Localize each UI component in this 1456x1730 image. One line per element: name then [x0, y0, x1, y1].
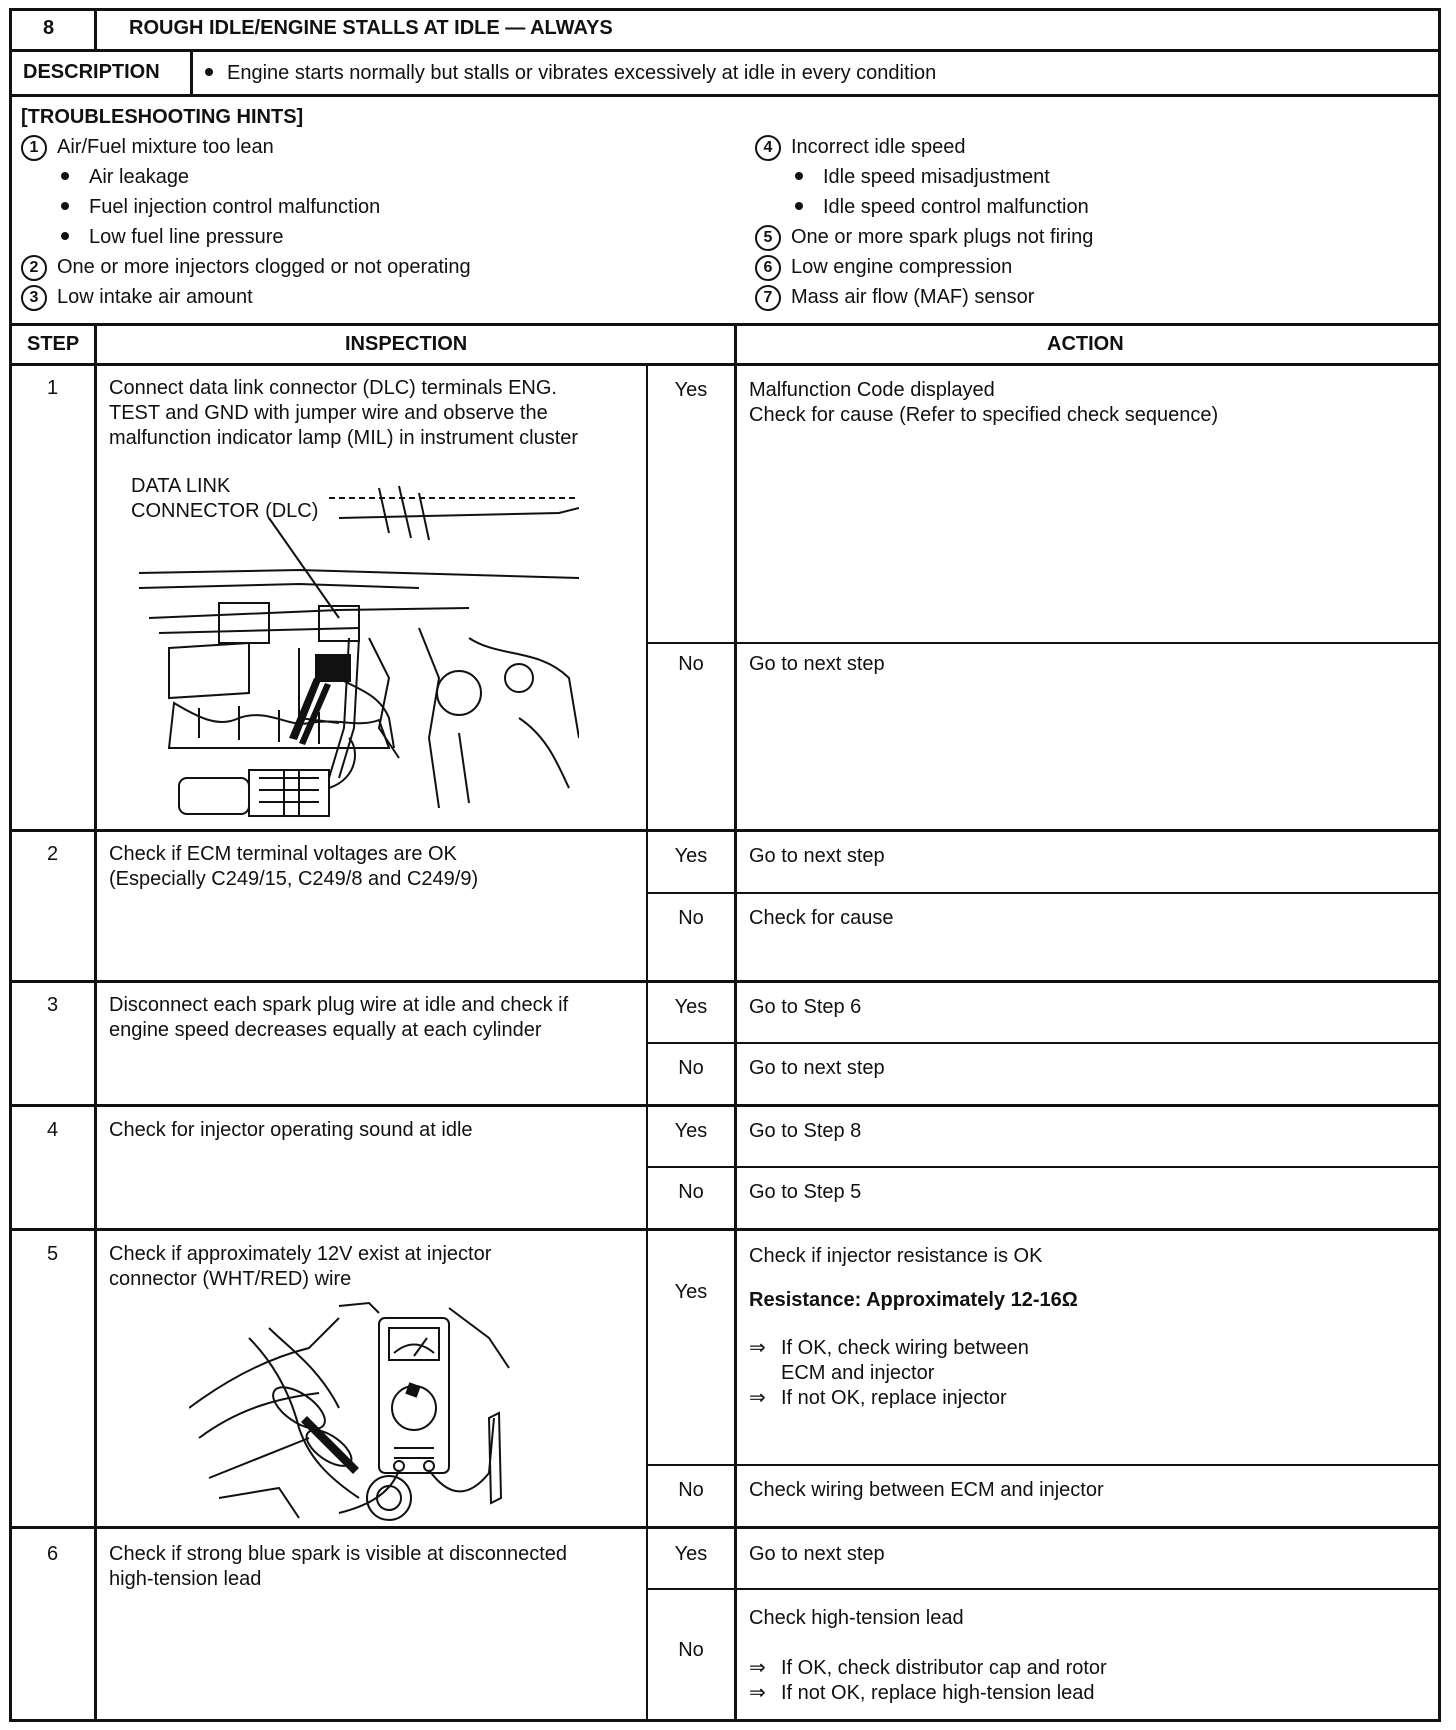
rule	[9, 829, 1441, 832]
step-5-inspection	[109, 1242, 491, 1292]
inspection-line: Connect data link connector (DLC) terminals ENG.	[109, 377, 557, 399]
hint-text: Low fuel line pressure	[89, 226, 284, 248]
step-5-resistance-spec: Resistance: Approximately 12-16Ω	[749, 1289, 1078, 1311]
action-line: If OK, check distributor cap and rotor	[781, 1657, 1107, 1679]
column-header-action: ACTION	[1047, 333, 1124, 355]
hint-1b	[21, 192, 380, 222]
inspection-line: Check if strong blue spark is visible at disconnected	[109, 1543, 568, 1565]
hint-2	[21, 252, 471, 282]
step-2-yes-action: Go to next step	[749, 845, 885, 867]
hint-3	[21, 282, 253, 312]
bullet-icon	[61, 172, 69, 180]
hint-text: Air/Fuel mixture too lean	[57, 136, 274, 158]
hint-number-1: 1	[21, 135, 47, 161]
rule	[646, 892, 1441, 894]
hint-1a	[21, 162, 189, 192]
step-6-inspection	[109, 1542, 567, 1592]
rule	[646, 364, 648, 1722]
hint-5	[755, 222, 1093, 252]
inspection-line: malfunction indicator lamp (MIL) in instrument cluster	[109, 427, 579, 449]
hint-7	[755, 282, 1034, 312]
dlc-engine-illustration	[139, 478, 579, 818]
hint-4b	[755, 192, 1089, 222]
step-1-inspection	[109, 376, 578, 451]
rule	[9, 94, 1441, 97]
step-5-if-ok	[749, 1336, 1029, 1411]
multimeter-injector-illustration	[189, 1298, 529, 1523]
figure-label-line: DATA LINK	[131, 475, 231, 497]
step-2-inspection	[109, 842, 478, 892]
hint-text: Low engine compression	[791, 256, 1013, 278]
step-number: 6	[47, 1543, 59, 1565]
step-number: 2	[47, 843, 59, 865]
inspection-line: Disconnect each spark plug wire at idle and check if	[109, 994, 569, 1016]
inspection-line: Check if ECM terminal voltages are OK	[109, 843, 457, 865]
arrow-icon: ⇒	[749, 1657, 766, 1679]
step-2-yes-label: Yes	[674, 845, 708, 867]
rule	[9, 1228, 1441, 1231]
step-1-yes-action	[749, 378, 1218, 428]
hint-number-5: 5	[755, 225, 781, 251]
rule	[94, 324, 97, 1722]
bullet-icon	[61, 202, 69, 210]
step-2-no-action: Check for cause	[749, 907, 894, 929]
hint-text: Low intake air amount	[57, 286, 253, 308]
step-number: 4	[47, 1119, 59, 1141]
rule	[646, 1166, 1441, 1168]
arrow-icon: ⇒	[749, 1682, 766, 1704]
rule	[646, 642, 1441, 644]
hint-1	[21, 132, 274, 162]
step-1-yes-label: Yes	[674, 379, 708, 401]
step-5-yes-action: Check if injector resistance is OK	[749, 1245, 1043, 1267]
hint-6	[755, 252, 1012, 282]
step-3-no-label: No	[678, 1057, 704, 1079]
step-1-no-action: Go to next step	[749, 653, 885, 675]
step-4-inspection: Check for injector operating sound at idle	[109, 1119, 473, 1141]
step-5-no-label: No	[678, 1479, 704, 1501]
hint-text: Fuel injection control malfunction	[89, 196, 381, 218]
figure-label-line: CONNECTOR (DLC)	[131, 500, 319, 522]
inspection-line: (Especially C249/15, C249/8 and C249/9)	[109, 868, 479, 890]
hint-number-3: 3	[21, 285, 47, 311]
step-6-yes-label: Yes	[674, 1543, 708, 1565]
rule	[734, 324, 737, 1722]
hint-text: One or more injectors clogged or not operating	[57, 256, 471, 278]
troubleshooting-page	[9, 8, 1441, 1722]
step-3-yes-action: Go to Step 6	[749, 996, 862, 1018]
description-text	[205, 61, 936, 86]
description-label: DESCRIPTION	[23, 61, 160, 83]
step-1-no-label: No	[678, 653, 704, 675]
step-number: 3	[47, 994, 59, 1016]
step-number: 5	[47, 1243, 59, 1265]
hint-number-6: 6	[755, 255, 781, 281]
rule	[9, 323, 1441, 326]
column-header-step: STEP	[27, 333, 80, 355]
hint-text: One or more spark plugs not firing	[791, 226, 1094, 248]
rule	[646, 1588, 1441, 1590]
step-number: 1	[47, 377, 59, 399]
hint-text: Incorrect idle speed	[791, 136, 966, 158]
arrow-icon: ⇒	[749, 1337, 766, 1359]
step-3-yes-label: Yes	[674, 996, 708, 1018]
action-line: Malfunction Code displayed	[749, 379, 995, 401]
inspection-line: engine speed decreases equally at each cylinder	[109, 1019, 542, 1041]
rule	[9, 49, 1441, 52]
action-line: If OK, check wiring between	[781, 1337, 1029, 1359]
action-line: If not OK, replace injector	[781, 1387, 1007, 1409]
hint-1c	[21, 222, 284, 252]
rule	[9, 980, 1441, 983]
rule	[9, 1526, 1441, 1529]
bullet-icon	[795, 202, 803, 210]
hint-number-7: 7	[755, 285, 781, 311]
step-3-no-action: Go to next step	[749, 1057, 885, 1079]
step-6-if-ok	[749, 1656, 1107, 1706]
bullet-icon	[795, 172, 803, 180]
hint-text: Idle speed control malfunction	[823, 196, 1089, 218]
step-4-no-action: Go to Step 5	[749, 1181, 862, 1203]
step-5-no-action: Check wiring between ECM and injector	[749, 1479, 1104, 1501]
inspection-line: Check if approximately 12V exist at injector	[109, 1243, 492, 1265]
hint-4a	[755, 162, 1050, 192]
hint-text: Idle speed misadjustment	[823, 166, 1050, 188]
rule	[9, 363, 1441, 366]
rule	[646, 1464, 1441, 1466]
step-4-yes-action: Go to Step 8	[749, 1120, 862, 1142]
step-5-yes-label: Yes	[674, 1281, 708, 1303]
inspection-line: TEST and GND with jumper wire and observe the	[109, 402, 548, 424]
section-number: 8	[43, 17, 55, 39]
description-value: Engine starts normally but stalls or vibrates excessively at idle in every condition	[227, 62, 937, 84]
arrow-icon: ⇒	[749, 1387, 766, 1409]
bullet-icon	[61, 232, 69, 240]
step-6-no-label: No	[678, 1639, 704, 1661]
hint-text: Air leakage	[89, 166, 190, 188]
hint-4	[755, 132, 966, 162]
bullet-icon	[205, 68, 213, 76]
action-line: Check for cause (Refer to specified check sequence)	[749, 404, 1219, 426]
step-4-no-label: No	[678, 1181, 704, 1203]
rule	[190, 51, 193, 96]
hint-number-4: 4	[755, 135, 781, 161]
hints-heading: [TROUBLESHOOTING HINTS]	[21, 106, 304, 128]
action-line: ECM and injector	[781, 1362, 935, 1384]
inspection-line: high-tension lead	[109, 1568, 262, 1590]
inspection-line: connector (WHT/RED) wire	[109, 1268, 352, 1290]
rule	[9, 1104, 1441, 1107]
step-6-yes-action: Go to next step	[749, 1543, 885, 1565]
step-2-no-label: No	[678, 907, 704, 929]
step-3-inspection	[109, 993, 568, 1043]
step-6-no-action: Check high-tension lead	[749, 1607, 964, 1629]
rule	[646, 1042, 1441, 1044]
hint-number-2: 2	[21, 255, 47, 281]
hint-text: Mass air flow (MAF) sensor	[791, 286, 1035, 308]
rule	[94, 8, 97, 51]
section-title: ROUGH IDLE/ENGINE STALLS AT IDLE — ALWAYS	[129, 17, 613, 39]
column-header-inspection: INSPECTION	[345, 333, 468, 355]
step-4-yes-label: Yes	[674, 1120, 708, 1142]
action-line: If not OK, replace high-tension lead	[781, 1682, 1095, 1704]
